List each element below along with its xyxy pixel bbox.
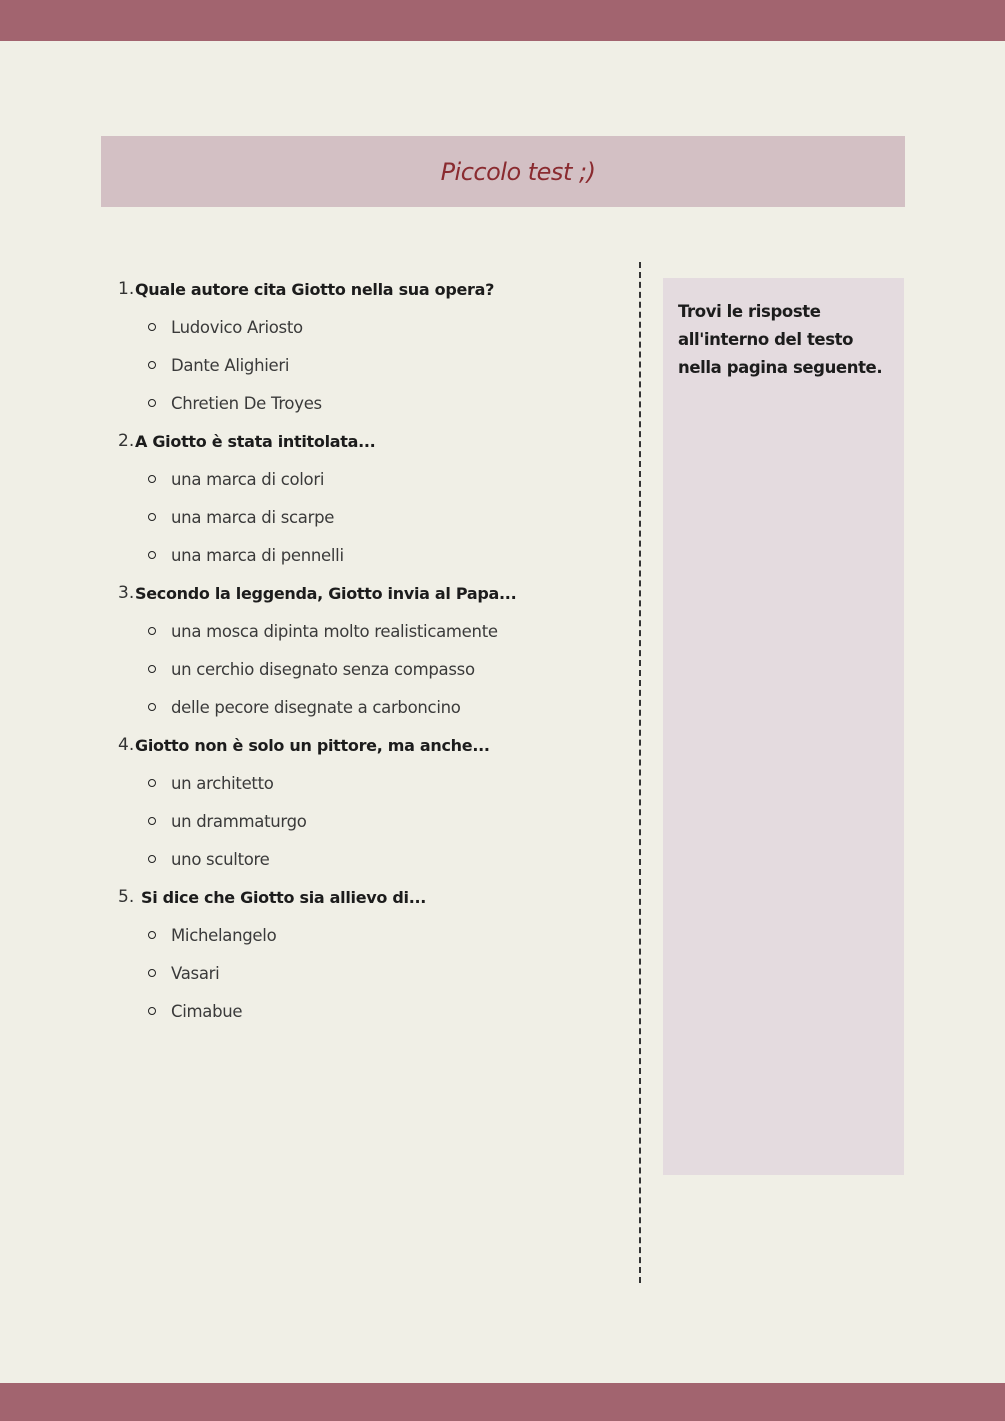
option-item — [118, 764, 618, 802]
quiz-list — [118, 270, 618, 1030]
option-item — [118, 688, 618, 726]
question-3 — [118, 574, 618, 612]
dashed-divider — [639, 262, 641, 1283]
question-text: A Giotto è stata intitolata... — [135, 431, 376, 451]
option-item — [118, 308, 618, 346]
circle-bullet-icon — [148, 931, 156, 939]
option-text: Ludovico Ariosto — [171, 317, 303, 337]
option-item — [118, 536, 618, 574]
option-text: una marca di colori — [171, 469, 325, 489]
circle-bullet-icon — [148, 513, 156, 521]
option-item — [118, 612, 618, 650]
question-text: Si dice che Giotto sia allievo di... — [141, 887, 427, 907]
circle-bullet-icon — [148, 1007, 156, 1015]
option-text: Chretien De Troyes — [171, 393, 322, 413]
circle-bullet-icon — [148, 665, 156, 673]
option-text: delle pecore disegnate a carboncino — [171, 697, 461, 717]
option-text: Cimabue — [171, 1001, 243, 1021]
option-item — [118, 498, 618, 536]
circle-bullet-icon — [148, 399, 156, 407]
question-1 — [118, 270, 618, 308]
circle-bullet-icon — [148, 361, 156, 369]
option-item — [118, 916, 618, 954]
option-text: una marca di scarpe — [171, 507, 335, 527]
title-banner — [101, 136, 905, 207]
question-number: 1. — [118, 279, 135, 299]
option-text: Michelangelo — [171, 925, 277, 945]
option-text: un cerchio disegnato senza compasso — [171, 659, 475, 679]
option-text: Dante Alighieri — [171, 355, 290, 375]
circle-bullet-icon — [148, 475, 156, 483]
question-number: 3. — [118, 583, 135, 603]
option-item — [118, 460, 618, 498]
question-number: 2. — [118, 431, 135, 451]
option-item — [118, 650, 618, 688]
circle-bullet-icon — [148, 817, 156, 825]
hint-panel — [663, 278, 904, 1175]
hint-text: Trovi le risposte all'interno del testo nella pagina seguente. — [678, 302, 883, 377]
option-item — [118, 992, 618, 1030]
circle-bullet-icon — [148, 855, 156, 863]
circle-bullet-icon — [148, 703, 156, 711]
option-text: Vasari — [171, 963, 220, 983]
question-4 — [118, 726, 618, 764]
option-text: una marca di pennelli — [171, 545, 344, 565]
option-text: una mosca dipinta molto realisticamente — [171, 621, 498, 641]
circle-bullet-icon — [148, 323, 156, 331]
circle-bullet-icon — [148, 969, 156, 977]
question-number: 4. — [118, 735, 135, 755]
page-title: Piccolo test ;) — [440, 157, 596, 186]
option-item — [118, 954, 618, 992]
top-band — [0, 0, 1005, 41]
circle-bullet-icon — [148, 779, 156, 787]
question-5 — [118, 878, 618, 916]
circle-bullet-icon — [148, 627, 156, 635]
option-item — [118, 346, 618, 384]
question-text: Quale autore cita Giotto nella sua opera? — [135, 279, 495, 299]
bottom-band — [0, 1383, 1005, 1421]
option-text: un architetto — [171, 773, 274, 793]
option-text: un drammaturgo — [171, 811, 307, 831]
option-item — [118, 384, 618, 422]
option-text: uno scultore — [171, 849, 270, 869]
option-item — [118, 802, 618, 840]
option-item — [118, 840, 618, 878]
question-text: Giotto non è solo un pittore, ma anche... — [135, 735, 490, 755]
question-number: 5. — [118, 887, 135, 907]
circle-bullet-icon — [148, 551, 156, 559]
question-text: Secondo la leggenda, Giotto invia al Papa... — [135, 583, 517, 603]
question-2 — [118, 422, 618, 460]
